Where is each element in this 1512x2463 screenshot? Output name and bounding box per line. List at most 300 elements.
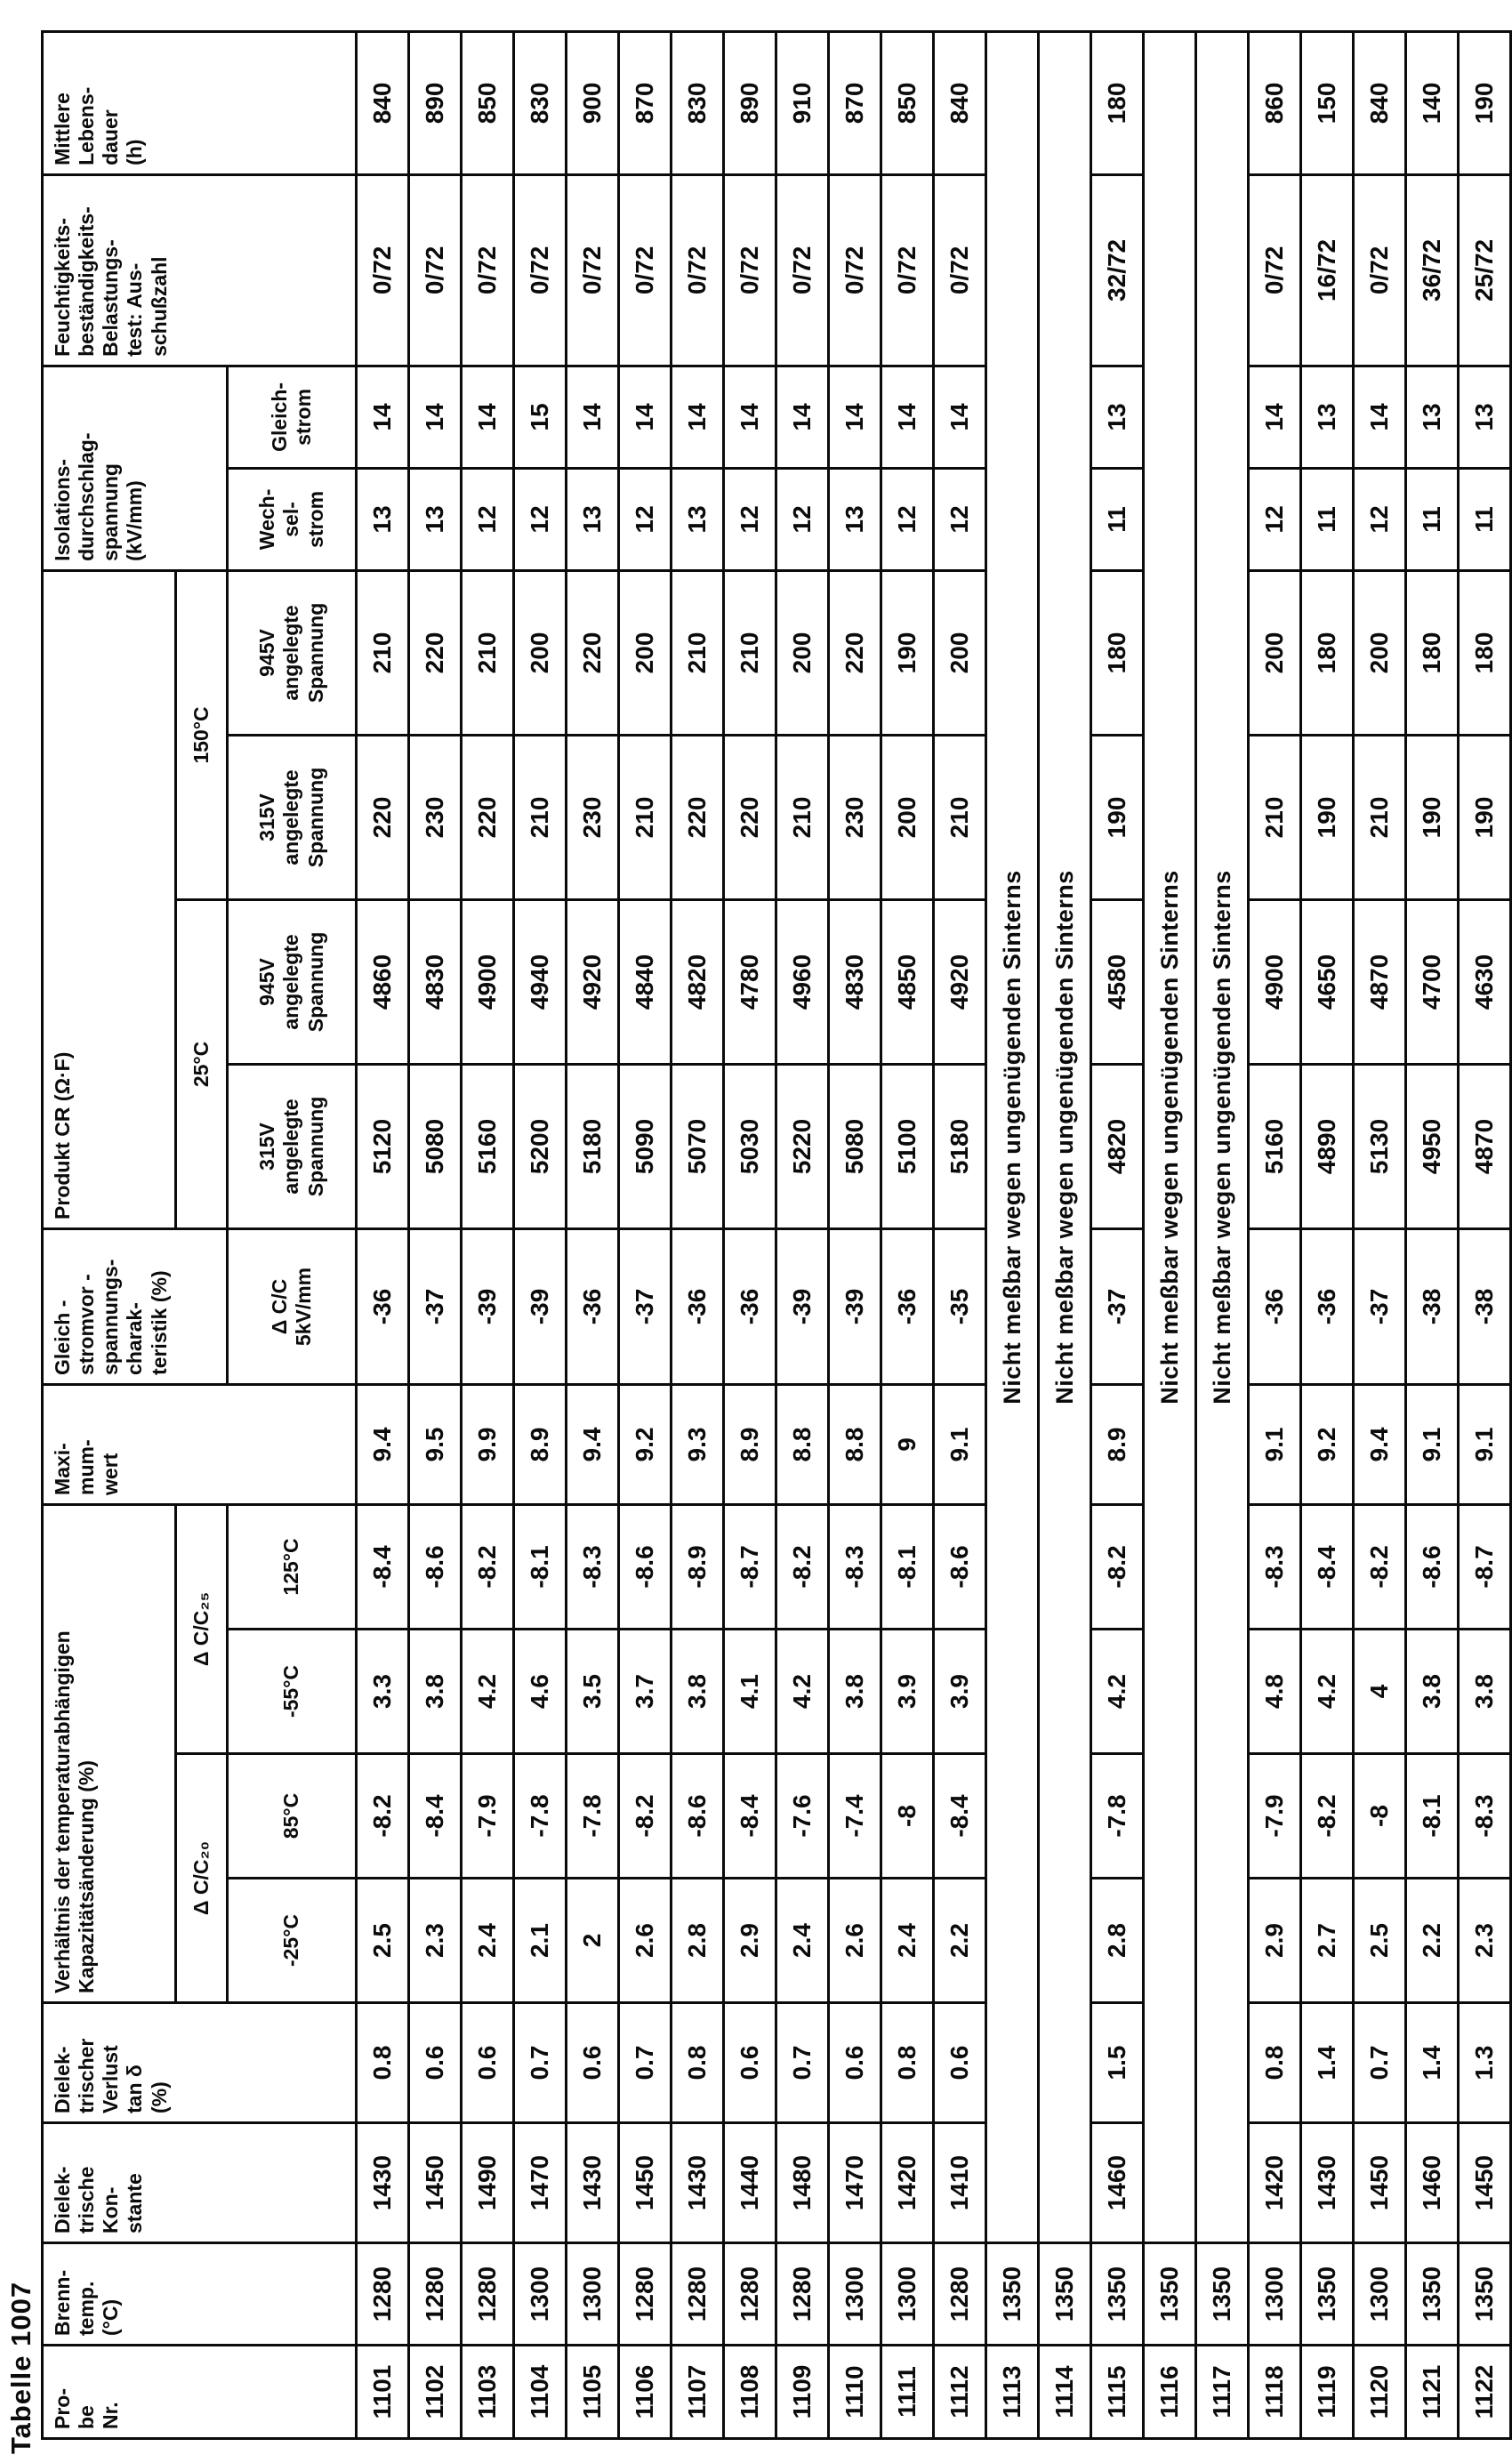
cell-brenntemp: 1280	[934, 2243, 986, 2346]
cell-tan: 0.7	[1354, 2003, 1406, 2123]
cell-probe-nr: 1110	[829, 2346, 881, 2439]
cell-tm25: 2.4	[776, 1879, 829, 2003]
cell-c25b: 4780	[724, 899, 776, 1064]
cell-tm55: 4	[1354, 1630, 1406, 1754]
cell-t85: -8.4	[724, 1754, 776, 1879]
table-row	[1091, 31, 1144, 2438]
cell-konst: 1430	[357, 2123, 409, 2243]
cell-tan: 0.7	[776, 2003, 829, 2123]
cell-c150b: 220	[409, 570, 462, 735]
cell-c25b: 4860	[357, 899, 409, 1064]
cell-t125: -8.3	[829, 1504, 881, 1629]
cell-tm55: 3.8	[829, 1630, 881, 1754]
cell-not-measurable: Nicht meßbar wegen ungenügenden Sinterns	[1144, 31, 1196, 2242]
cell-tm25: 2.3	[1459, 1879, 1511, 2003]
cell-t85: -7.6	[776, 1754, 829, 1879]
cell-c150a: 190	[1091, 735, 1144, 899]
cell-c150a: 220	[724, 735, 776, 899]
cell-feucht: 0/72	[724, 174, 776, 366]
cell-max: 9.1	[1406, 1384, 1459, 1504]
cell-c150b: 210	[357, 570, 409, 735]
cell-c150a: 210	[1354, 735, 1406, 899]
cell-tm55: 4.2	[462, 1630, 514, 1754]
cell-tan: 0.6	[462, 2003, 514, 2123]
cell-probe-nr: 1102	[409, 2346, 462, 2439]
cell-t85: -8	[881, 1754, 934, 1879]
cell-brenntemp: 1280	[776, 2243, 829, 2346]
table-row	[514, 31, 567, 2438]
cell-c150b: 220	[567, 570, 619, 735]
table-row	[1249, 31, 1301, 2438]
cell-tm25: 2.6	[829, 1879, 881, 2003]
cell-c25a: 5180	[567, 1064, 619, 1228]
cell-brenntemp: 1350	[1144, 2243, 1196, 2346]
cell-max: 9.5	[409, 1384, 462, 1504]
cell-tm55: 3.3	[357, 1630, 409, 1754]
cell-c25b: 4920	[934, 899, 986, 1064]
table-row	[1039, 31, 1091, 2438]
cell-tan: 0.7	[619, 2003, 672, 2123]
cell-gs: 14	[829, 366, 881, 468]
cell-gs: 13	[1301, 366, 1354, 468]
cell-t125: -8.1	[881, 1504, 934, 1629]
cell-probe-nr: 1119	[1301, 2346, 1354, 2439]
cell-max: 8.9	[1091, 1384, 1144, 1504]
cell-tm55: 3.9	[934, 1630, 986, 1754]
cell-c150a: 190	[1301, 735, 1354, 899]
cell-dc: -38	[1406, 1228, 1459, 1384]
cell-dc: -36	[1301, 1228, 1354, 1384]
col-subheader-cc25: Δ C/C₂₅	[176, 1504, 228, 1753]
cell-tm55: 3.7	[619, 1630, 672, 1754]
cell-brenntemp: 1350	[1091, 2243, 1144, 2346]
col-header-gleichstromvorspannung: Gleich - stromvor - spannungs- charak- teristik (%)	[43, 1228, 228, 1384]
col-leaf-315v-25c: 315V angelegte Spannung	[228, 1064, 357, 1228]
col-header-maximumwert: Maxi- mum- wert	[43, 1384, 357, 1504]
cell-c25a: 5160	[1249, 1064, 1301, 1228]
cell-leben: 190	[1459, 31, 1511, 174]
cell-gs: 15	[514, 366, 567, 468]
cell-leben: 870	[619, 31, 672, 174]
cell-tm55: 3.8	[1406, 1630, 1459, 1754]
cell-c150a: 230	[829, 735, 881, 899]
cell-konst: 1420	[1249, 2123, 1301, 2243]
cell-t125: -8.6	[934, 1504, 986, 1629]
cell-tm55: 3.5	[567, 1630, 619, 1754]
cell-brenntemp: 1300	[881, 2243, 934, 2346]
cell-dc: -38	[1459, 1228, 1511, 1384]
cell-c150b: 200	[776, 570, 829, 735]
table-row	[672, 31, 724, 2438]
cell-ws: 12	[1249, 468, 1301, 570]
cell-max: 9.2	[1301, 1384, 1354, 1504]
cell-feucht: 0/72	[567, 174, 619, 366]
cell-leben: 870	[829, 31, 881, 174]
cell-t125: -8.6	[619, 1504, 672, 1629]
cell-c25a: 5120	[357, 1064, 409, 1228]
cell-ws: 12	[776, 468, 829, 570]
cell-gs: 14	[1249, 366, 1301, 468]
cell-gs: 14	[357, 366, 409, 468]
cell-dc: -39	[514, 1228, 567, 1384]
cell-c150b: 190	[881, 570, 934, 735]
cell-probe-nr: 1105	[567, 2346, 619, 2439]
cell-probe-nr: 1121	[1406, 2346, 1459, 2439]
cell-tan: 1.5	[1091, 2003, 1144, 2123]
cell-c25b: 4700	[1406, 899, 1459, 1064]
cell-probe-nr: 1120	[1354, 2346, 1406, 2439]
cell-not-measurable: Nicht meßbar wegen ungenügenden Sinterns	[1196, 31, 1249, 2242]
cell-t85: -8.4	[934, 1754, 986, 1879]
cell-tm55: 4.8	[1249, 1630, 1301, 1754]
cell-ws: 12	[934, 468, 986, 570]
results-table	[41, 30, 1512, 2440]
cell-brenntemp: 1300	[567, 2243, 619, 2346]
cell-konst: 1470	[829, 2123, 881, 2243]
cell-c150a: 210	[776, 735, 829, 899]
cell-max: 9	[881, 1384, 934, 1504]
cell-dc: -39	[462, 1228, 514, 1384]
cell-brenntemp: 1300	[1354, 2243, 1406, 2346]
cell-tm25: 2.4	[881, 1879, 934, 2003]
cell-brenntemp: 1280	[462, 2243, 514, 2346]
col-leaf-315v-150c: 315V angelegte Spannung	[228, 735, 357, 899]
cell-tm55: 3.8	[1459, 1630, 1511, 1754]
cell-feucht: 0/72	[619, 174, 672, 366]
cell-c150a: 200	[881, 735, 934, 899]
cell-ws: 11	[1406, 468, 1459, 570]
cell-c150a: 220	[672, 735, 724, 899]
cell-c25b: 4900	[462, 899, 514, 1064]
cell-tan: 0.7	[514, 2003, 567, 2123]
cell-c25b: 4830	[409, 899, 462, 1064]
cell-konst: 1430	[672, 2123, 724, 2243]
table-row	[1354, 31, 1406, 2438]
cell-c25b: 4580	[1091, 899, 1144, 1064]
cell-probe-nr: 1115	[1091, 2346, 1144, 2439]
cell-leben: 140	[1406, 31, 1459, 174]
cell-feucht: 0/72	[1249, 174, 1301, 366]
cell-t125: -8.3	[567, 1504, 619, 1629]
cell-tm25: 2.7	[1301, 1879, 1354, 2003]
cell-brenntemp: 1280	[724, 2243, 776, 2346]
cell-feucht: 25/72	[1459, 174, 1511, 366]
cell-brenntemp: 1300	[829, 2243, 881, 2346]
col-subheader-cc20: Δ C/C₂₀	[176, 1754, 228, 2003]
cell-dc: -36	[881, 1228, 934, 1384]
col-header-feuchtigkeit: Feuchtigkeits- beständigkeits- Belastungs- test: Aus- schußzahl	[43, 174, 357, 366]
cell-probe-nr: 1109	[776, 2346, 829, 2439]
col-leaf-minus25c: -25°C	[228, 1879, 357, 2003]
cell-brenntemp: 1280	[409, 2243, 462, 2346]
cell-max: 9.4	[357, 1384, 409, 1504]
cell-c25a: 5090	[619, 1064, 672, 1228]
cell-probe-nr: 1113	[986, 2346, 1039, 2439]
cell-dc: -36	[357, 1228, 409, 1384]
cell-t125: -8.2	[462, 1504, 514, 1629]
cell-max: 9.9	[462, 1384, 514, 1504]
cell-konst: 1450	[1354, 2123, 1406, 2243]
col-header-brenntemp: Brenn- temp. (°C)	[43, 2243, 357, 2346]
cell-brenntemp: 1350	[1301, 2243, 1354, 2346]
table-row	[1196, 31, 1249, 2438]
cell-c150a: 220	[462, 735, 514, 899]
cell-max: 9.4	[1354, 1384, 1406, 1504]
table-row	[567, 31, 619, 2438]
cell-gs: 14	[724, 366, 776, 468]
cell-brenntemp: 1350	[986, 2243, 1039, 2346]
cell-konst: 1470	[514, 2123, 567, 2243]
cell-tm55: 4.1	[724, 1630, 776, 1754]
cell-c25a: 4950	[1406, 1064, 1459, 1228]
cell-dc: -37	[1354, 1228, 1406, 1384]
cell-leben: 840	[357, 31, 409, 174]
cell-c25a: 5160	[462, 1064, 514, 1228]
cell-c150b: 200	[1354, 570, 1406, 735]
cell-t125: -8.2	[1091, 1504, 1144, 1629]
cell-gs: 14	[672, 366, 724, 468]
cell-feucht: 0/72	[881, 174, 934, 366]
cell-brenntemp: 1350	[1459, 2243, 1511, 2346]
cell-tan: 0.6	[934, 2003, 986, 2123]
cell-c150b: 200	[619, 570, 672, 735]
cell-c150b: 180	[1301, 570, 1354, 735]
col-leaf-945v-25c: 945V angelegte Spannung	[228, 899, 357, 1064]
cell-t125: -8.4	[357, 1504, 409, 1629]
cell-c25b: 4830	[829, 899, 881, 1064]
cell-probe-nr: 1112	[934, 2346, 986, 2439]
cell-c150a: 210	[934, 735, 986, 899]
cell-c150a: 210	[514, 735, 567, 899]
cell-konst: 1430	[1301, 2123, 1354, 2243]
cell-c150a: 220	[357, 735, 409, 899]
cell-probe-nr: 1107	[672, 2346, 724, 2439]
table-row	[934, 31, 986, 2438]
table-row	[776, 31, 829, 2438]
cell-feucht: 0/72	[1354, 174, 1406, 366]
cell-probe-nr: 1114	[1039, 2346, 1091, 2439]
cell-tm25: 2.9	[1249, 1879, 1301, 2003]
cell-ws: 13	[672, 468, 724, 570]
cell-c25a: 5030	[724, 1064, 776, 1228]
cell-tm25: 2.2	[1406, 1879, 1459, 2003]
table-row	[357, 31, 409, 2438]
cell-c25b: 4940	[514, 899, 567, 1064]
cell-brenntemp: 1280	[357, 2243, 409, 2346]
cell-gs: 14	[1354, 366, 1406, 468]
cell-leben: 890	[724, 31, 776, 174]
cell-probe-nr: 1116	[1144, 2346, 1196, 2439]
cell-brenntemp: 1300	[514, 2243, 567, 2346]
cell-gs: 14	[567, 366, 619, 468]
cell-brenntemp: 1350	[1406, 2243, 1459, 2346]
cell-c25a: 5200	[514, 1064, 567, 1228]
cell-c150b: 220	[829, 570, 881, 735]
cell-dc: -37	[619, 1228, 672, 1384]
cell-brenntemp: 1300	[1249, 2243, 1301, 2346]
cell-c150b: 200	[934, 570, 986, 735]
cell-tm25: 2.1	[514, 1879, 567, 2003]
cell-c150b: 200	[514, 570, 567, 735]
cell-not-measurable: Nicht meßbar wegen ungenügenden Sinterns	[986, 31, 1039, 2242]
cell-tm25: 2.9	[724, 1879, 776, 2003]
cell-ws: 11	[1301, 468, 1354, 570]
table-row	[1144, 31, 1196, 2438]
cell-probe-nr: 1104	[514, 2346, 567, 2439]
table-row	[619, 31, 672, 2438]
cell-ws: 12	[1354, 468, 1406, 570]
cell-tan: 0.6	[567, 2003, 619, 2123]
cell-t85: -7.9	[462, 1754, 514, 1879]
cell-t85: -8	[1354, 1754, 1406, 1879]
cell-not-measurable: Nicht meßbar wegen ungenügenden Sinterns	[1039, 31, 1091, 2242]
cell-tm25: 2.4	[462, 1879, 514, 2003]
cell-leben: 150	[1301, 31, 1354, 174]
cell-c25a: 5080	[829, 1064, 881, 1228]
cell-t85: -8.2	[619, 1754, 672, 1879]
cell-ws: 13	[567, 468, 619, 570]
cell-tan: 1.4	[1406, 2003, 1459, 2123]
cell-t85: -7.4	[829, 1754, 881, 1879]
cell-c25a: 4870	[1459, 1064, 1511, 1228]
cell-t85: -7.9	[1249, 1754, 1301, 1879]
table-row	[1301, 31, 1354, 2438]
cell-c25a: 5130	[1354, 1064, 1406, 1228]
table-row	[462, 31, 514, 2438]
cell-probe-nr: 1103	[462, 2346, 514, 2439]
cell-tan: 0.8	[672, 2003, 724, 2123]
cell-tm25: 2.3	[409, 1879, 462, 2003]
cell-t85: -8.2	[357, 1754, 409, 1879]
cell-feucht: 0/72	[776, 174, 829, 366]
cell-feucht: 32/72	[1091, 174, 1144, 366]
cell-c25a: 5070	[672, 1064, 724, 1228]
cell-konst: 1410	[934, 2123, 986, 2243]
table-row	[724, 31, 776, 2438]
cell-c150b: 210	[672, 570, 724, 735]
cell-c150b: 210	[724, 570, 776, 735]
cell-konst: 1420	[881, 2123, 934, 2243]
cell-tan: 0.6	[829, 2003, 881, 2123]
cell-dc: -36	[724, 1228, 776, 1384]
table-row	[1459, 31, 1511, 2438]
cell-feucht: 0/72	[514, 174, 567, 366]
cell-probe-nr: 1111	[881, 2346, 934, 2439]
cell-c25b: 4850	[881, 899, 934, 1064]
cell-feucht: 0/72	[409, 174, 462, 366]
cell-t125: -8.7	[724, 1504, 776, 1629]
cell-t125: -8.1	[514, 1504, 567, 1629]
cell-konst: 1450	[1459, 2123, 1511, 2243]
cell-gs: 14	[934, 366, 986, 468]
cell-max: 9.4	[567, 1384, 619, 1504]
cell-tan: 0.8	[357, 2003, 409, 2123]
cell-c25b: 4900	[1249, 899, 1301, 1064]
cell-ws: 12	[724, 468, 776, 570]
cell-max: 9.1	[1459, 1384, 1511, 1504]
cell-t125: -8.6	[1406, 1504, 1459, 1629]
cell-konst: 1490	[462, 2123, 514, 2243]
cell-tm55: 4.6	[514, 1630, 567, 1754]
cell-max: 8.9	[724, 1384, 776, 1504]
cell-feucht: 0/72	[462, 174, 514, 366]
col-leaf-dc-5kvmm: Δ C/C 5kV/mm	[228, 1228, 357, 1384]
table-row	[1406, 31, 1459, 2438]
cell-c25b: 4820	[672, 899, 724, 1064]
cell-c150a: 210	[1249, 735, 1301, 899]
cell-brenntemp: 1350	[1039, 2243, 1091, 2346]
cell-t85: -8.1	[1406, 1754, 1459, 1879]
cell-feucht: 0/72	[357, 174, 409, 366]
cell-brenntemp: 1350	[1196, 2243, 1249, 2346]
table-row	[986, 31, 1039, 2438]
cell-c25a: 5080	[409, 1064, 462, 1228]
cell-c25b: 4960	[776, 899, 829, 1064]
cell-probe-nr: 1118	[1249, 2346, 1301, 2439]
cell-tan: 0.6	[409, 2003, 462, 2123]
cell-brenntemp: 1280	[672, 2243, 724, 2346]
cell-gs: 14	[619, 366, 672, 468]
cell-gs: 13	[1459, 366, 1511, 468]
cell-c150a: 190	[1406, 735, 1459, 899]
cell-feucht: 16/72	[1301, 174, 1354, 366]
cell-tm55: 3.8	[672, 1630, 724, 1754]
cell-c25a: 4820	[1091, 1064, 1144, 1228]
cell-ws: 13	[409, 468, 462, 570]
cell-tm25: 2.5	[357, 1879, 409, 2003]
cell-c150a: 210	[619, 735, 672, 899]
cell-t125: -8.3	[1249, 1504, 1301, 1629]
cell-tm25: 2.5	[1354, 1879, 1406, 2003]
cell-c25a: 5220	[776, 1064, 829, 1228]
cell-probe-nr: 1101	[357, 2346, 409, 2439]
table-title: Tabelle 1007	[5, 2281, 36, 2454]
cell-dc: -37	[1091, 1228, 1144, 1384]
cell-konst: 1450	[619, 2123, 672, 2243]
cell-probe-nr: 1117	[1196, 2346, 1249, 2439]
cell-t85: -8.4	[409, 1754, 462, 1879]
cell-c150b: 210	[462, 570, 514, 735]
cell-max: 9.1	[1249, 1384, 1301, 1504]
cell-c25a: 4890	[1301, 1064, 1354, 1228]
col-subheader-cr-25c: 25°C	[176, 899, 228, 1228]
cell-tan: 0.8	[881, 2003, 934, 2123]
cell-tm55: 3.8	[409, 1630, 462, 1754]
cell-max: 8.9	[514, 1384, 567, 1504]
cell-konst: 1430	[567, 2123, 619, 2243]
cell-dc: -39	[829, 1228, 881, 1384]
cell-c150a: 190	[1459, 735, 1511, 899]
cell-dc: -35	[934, 1228, 986, 1384]
cell-ws: 11	[1459, 468, 1511, 570]
cell-max: 8.8	[776, 1384, 829, 1504]
cell-max: 9.3	[672, 1384, 724, 1504]
cell-leben: 180	[1091, 31, 1144, 174]
cell-ws: 12	[881, 468, 934, 570]
cell-leben: 850	[462, 31, 514, 174]
col-subheader-cr-150c: 150°C	[176, 570, 228, 899]
cell-leben: 890	[409, 31, 462, 174]
cell-konst: 1450	[409, 2123, 462, 2243]
cell-feucht: 0/72	[934, 174, 986, 366]
cell-leben: 900	[567, 31, 619, 174]
col-header-dielektrischer-verlust: Dielek- trischer Verlust tan δ (%)	[43, 2003, 357, 2123]
cell-gs: 13	[1406, 366, 1459, 468]
cell-t125: -8.4	[1301, 1504, 1354, 1629]
cell-c25b: 4870	[1354, 899, 1406, 1064]
cell-max: 9.2	[619, 1384, 672, 1504]
cell-t125: -8.2	[776, 1504, 829, 1629]
